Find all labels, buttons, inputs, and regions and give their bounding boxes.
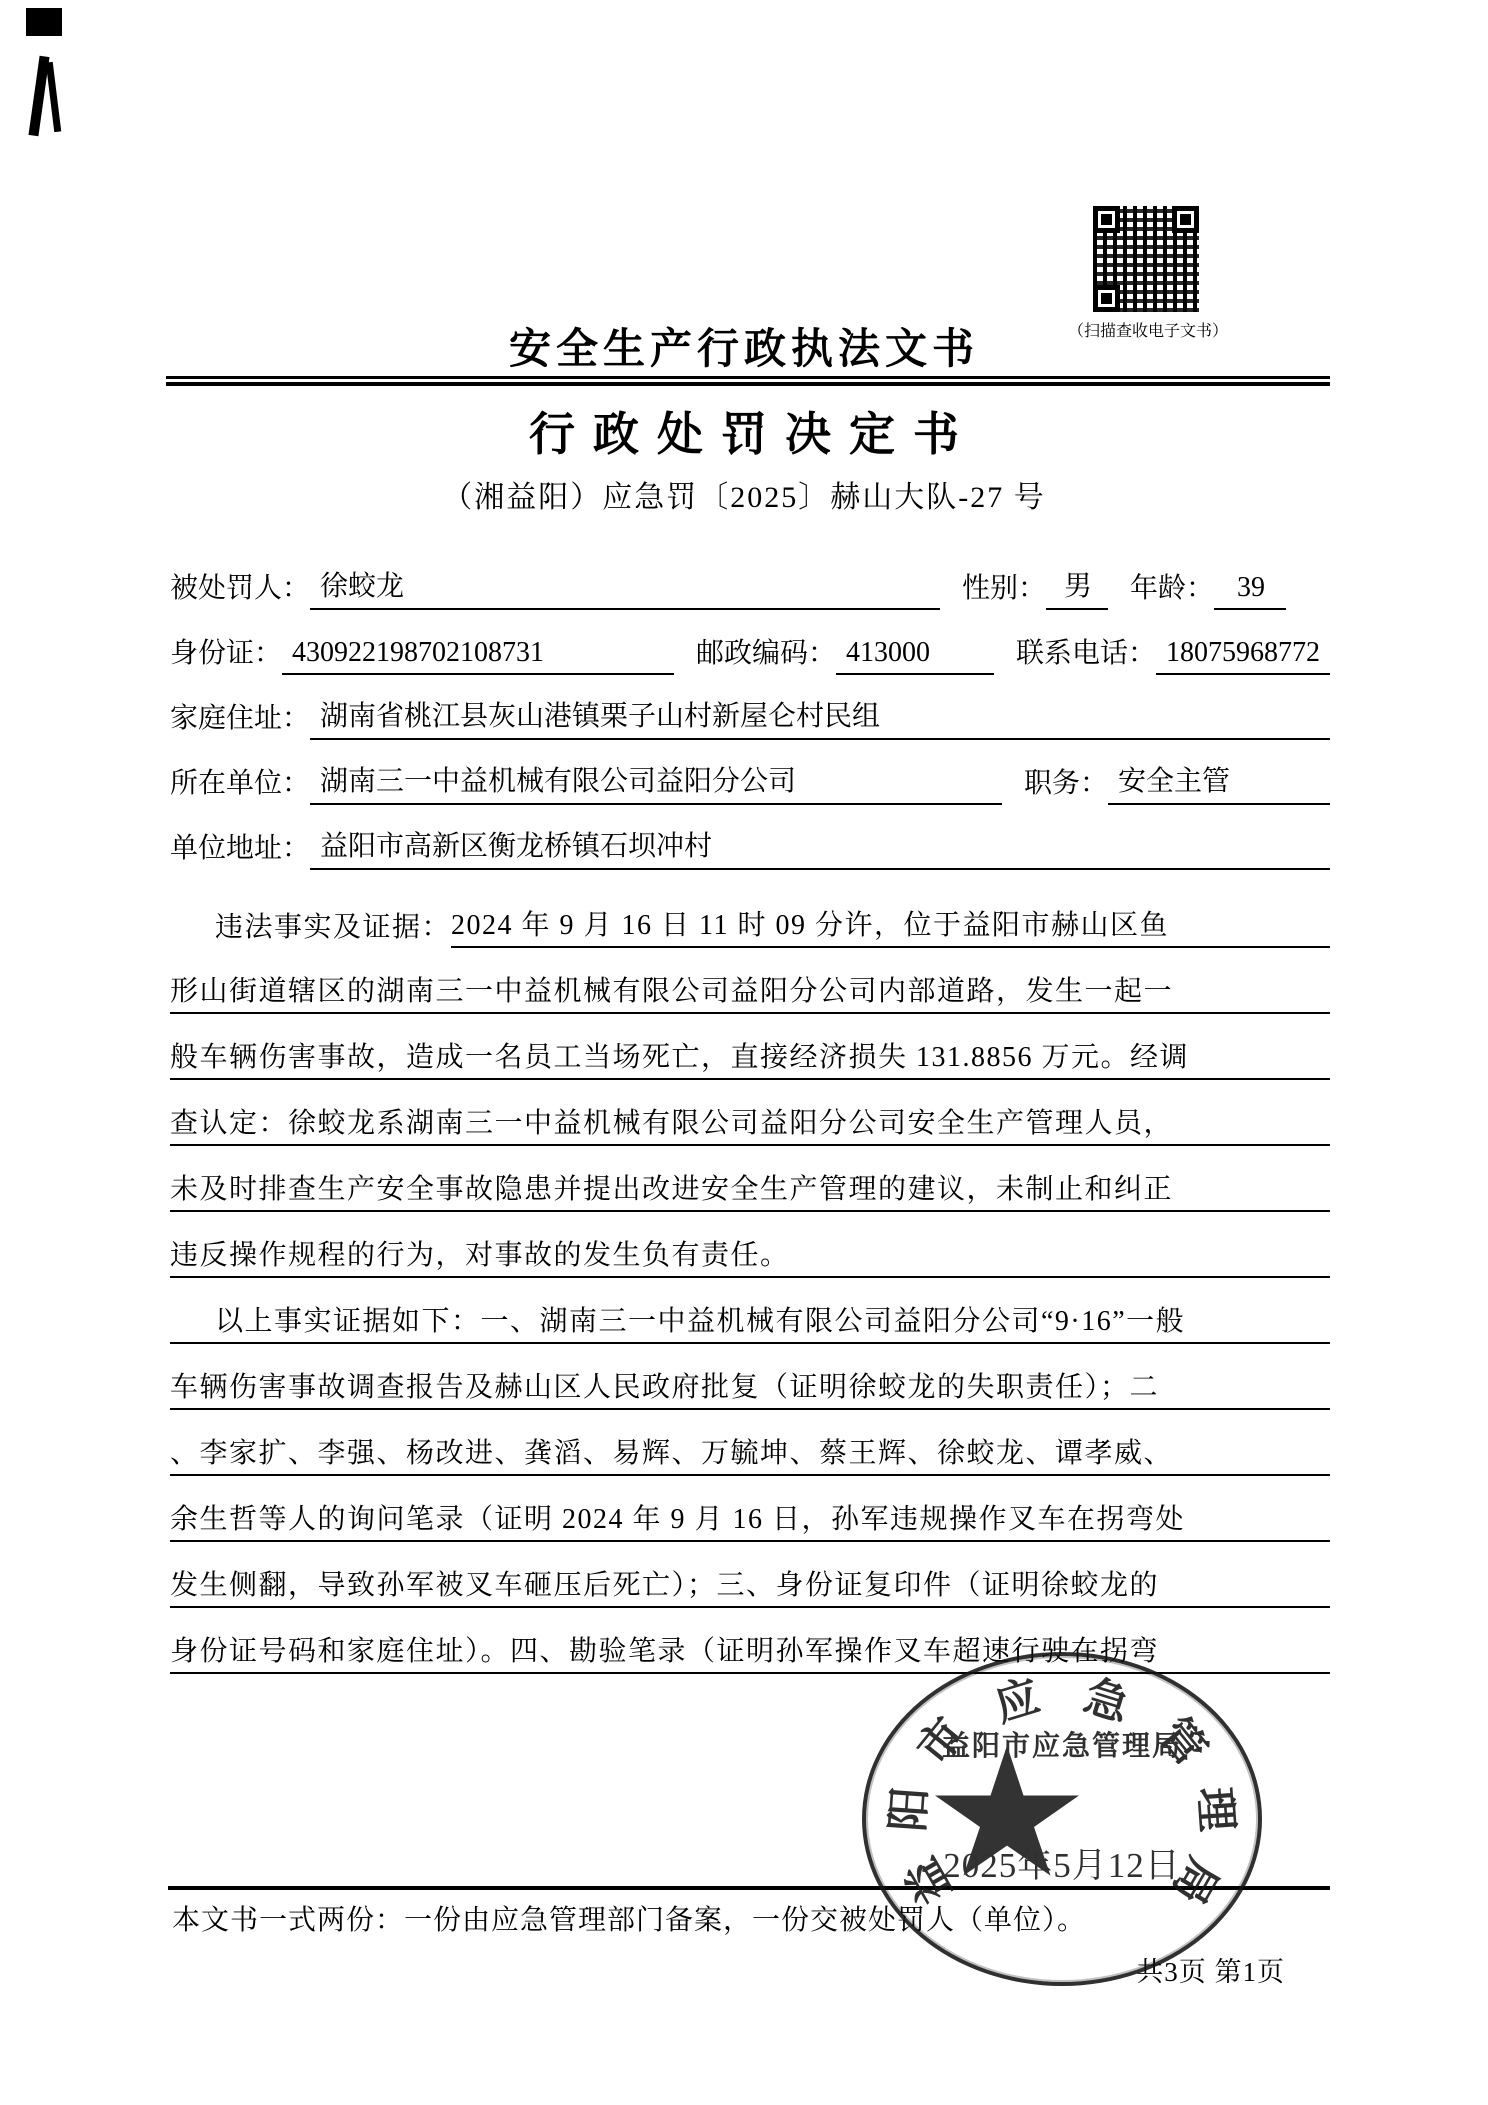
gender-label: 性别： xyxy=(962,573,1047,604)
job-title-value: 安全主管 xyxy=(1108,759,1330,805)
seal-ring-char: 急 xyxy=(1078,1671,1135,1732)
document-category-title: 安全生产行政执法文书 xyxy=(508,327,979,373)
scan-artifact xyxy=(46,62,61,132)
body-line-text: 发生侧翻，导致孙军被叉车砸压后死亡）；三、身份证复印件（证明徐蛟龙的 xyxy=(170,1570,1160,1601)
body-line-text: 未及时排查生产安全事故隐患并提出改进安全生产管理的建议，未制止和纠正 xyxy=(170,1174,1174,1205)
qr-finder-icon xyxy=(1093,285,1120,312)
qr-caption: （扫描查收电子文书） xyxy=(1067,323,1228,340)
seal-ring-char: 局 xyxy=(1162,1849,1228,1913)
body-line-text: 身份证号码和家庭住址）。四、勘验笔录（证明孙军操作叉车超速行驶在拐弯 xyxy=(170,1636,1160,1667)
recipient-info-form xyxy=(170,545,1330,870)
phone-label: 联系电话： xyxy=(1016,638,1157,669)
seal-ring-char: 益 xyxy=(896,1849,962,1913)
body-line-text: 形山街道辖区的湖南三一中益机械有限公司益阳分公司内部道路，发生一起一 xyxy=(170,976,1174,1007)
body-line-text: 以上事实证据如下：一、湖南三一中益机械有限公司益阳分公司“9·16”一般 xyxy=(215,1306,1186,1337)
footer-note: 本文书一式两份：一份由应急管理部门备案，一份交被处罚人（单位）。 xyxy=(172,1905,1087,1936)
body-line-text: 违反操作规程的行为，对事故的发生负有责任。 xyxy=(170,1240,790,1271)
violation-facts-section xyxy=(170,882,1330,1674)
facts-label: 违法事实及证据： xyxy=(215,912,452,943)
employer-address-label: 单位地址： xyxy=(170,833,311,864)
job-title-label: 职务： xyxy=(1024,768,1109,799)
employer-value: 湖南三一中益机械有限公司益阳分公司 xyxy=(310,759,1002,805)
phone-value: 18075968772 xyxy=(1156,637,1330,675)
header-divider xyxy=(166,376,1330,386)
page-title: 行政处罚决定书 xyxy=(529,409,977,460)
official-seal xyxy=(862,1652,1262,1986)
scan-artifact xyxy=(26,8,62,36)
body-line xyxy=(170,1014,1330,1080)
gender-value: 男 xyxy=(1046,564,1108,610)
form-row-person xyxy=(170,545,1330,610)
body-line xyxy=(170,1344,1330,1410)
seal-ring-char: 理 xyxy=(1189,1785,1242,1833)
form-row-employer-address xyxy=(170,805,1330,870)
body-line xyxy=(170,1146,1330,1212)
facts-text: 2024 年 9 月 16 日 11 时 09 分许，位于益阳市赫山区鱼 xyxy=(451,903,1330,948)
body-line-text: 、李家扩、李强、杨改进、龚滔、易辉、万毓坤、蔡王辉、徐蛟龙、谭孝威、 xyxy=(170,1438,1174,1469)
body-line xyxy=(170,882,1330,948)
postal-code-value: 413000 xyxy=(836,637,994,675)
body-line xyxy=(170,1278,1330,1344)
punished-person-label: 被处罚人： xyxy=(170,573,311,604)
seal-ring-char: 市 xyxy=(908,1709,975,1775)
employer-address-value: 益阳市高新区衡龙桥镇石坝冲村 xyxy=(310,824,1330,870)
body-line-text: 车辆伤害事故调查报告及赫山区人民政府批复（证明徐蛟龙的失职责任）；二 xyxy=(170,1372,1160,1403)
body-line-text: 查认定：徐蛟龙系湖南三一中益机械有限公司益阳分公司安全生产管理人员， xyxy=(170,1108,1174,1139)
qr-finder-icon xyxy=(1093,206,1120,233)
employer-label: 所在单位： xyxy=(170,768,311,799)
body-line xyxy=(170,1410,1330,1476)
body-line-text: 余生哲等人的询问笔录（证明 2024 年 9 月 16 日，孙军违规操作叉车在拐弯处 xyxy=(170,1504,1186,1535)
home-address-value: 湖南省桃江县灰山港镇栗子山村新屋仑村民组 xyxy=(310,694,1330,740)
seal-date: 2025年5月12日 xyxy=(943,1846,1181,1885)
seal-agency-name: 益阳市应急管理局 xyxy=(941,1731,1182,1762)
qr-finder-icon xyxy=(1172,206,1199,233)
seal-ring-char: 阳 xyxy=(883,1785,936,1833)
body-line xyxy=(170,948,1330,1014)
body-line xyxy=(170,1542,1330,1608)
seal-ring-char: 管 xyxy=(1149,1709,1216,1775)
id-number-label: 身份证： xyxy=(170,638,283,669)
body-line xyxy=(170,1476,1330,1542)
body-line xyxy=(170,1080,1330,1146)
age-label: 年龄： xyxy=(1130,573,1215,604)
postal-code-label: 邮政编码： xyxy=(696,638,837,669)
form-row-employer xyxy=(170,740,1330,805)
id-number-value: 430922198702108731 xyxy=(282,637,674,675)
body-line-text: 般车辆伤害事故，造成一名员工当场死亡，直接经济损失 131.8856 万元。经调 xyxy=(170,1042,1190,1073)
document-number: （湘益阳）应急罚〔2025〕赫山大队-27 号 xyxy=(442,481,1046,514)
body-line xyxy=(170,1212,1330,1278)
form-row-id xyxy=(170,610,1330,675)
age-value: 39 xyxy=(1214,572,1286,610)
punished-person-value: 徐蛟龙 xyxy=(310,564,940,610)
seal-ring-char: 应 xyxy=(989,1671,1046,1732)
form-row-home-address xyxy=(170,675,1330,740)
page-indicator: 共3页 第1页 xyxy=(1136,1957,1285,1987)
qr-code xyxy=(1093,206,1199,312)
home-address-label: 家庭住址： xyxy=(170,703,311,734)
